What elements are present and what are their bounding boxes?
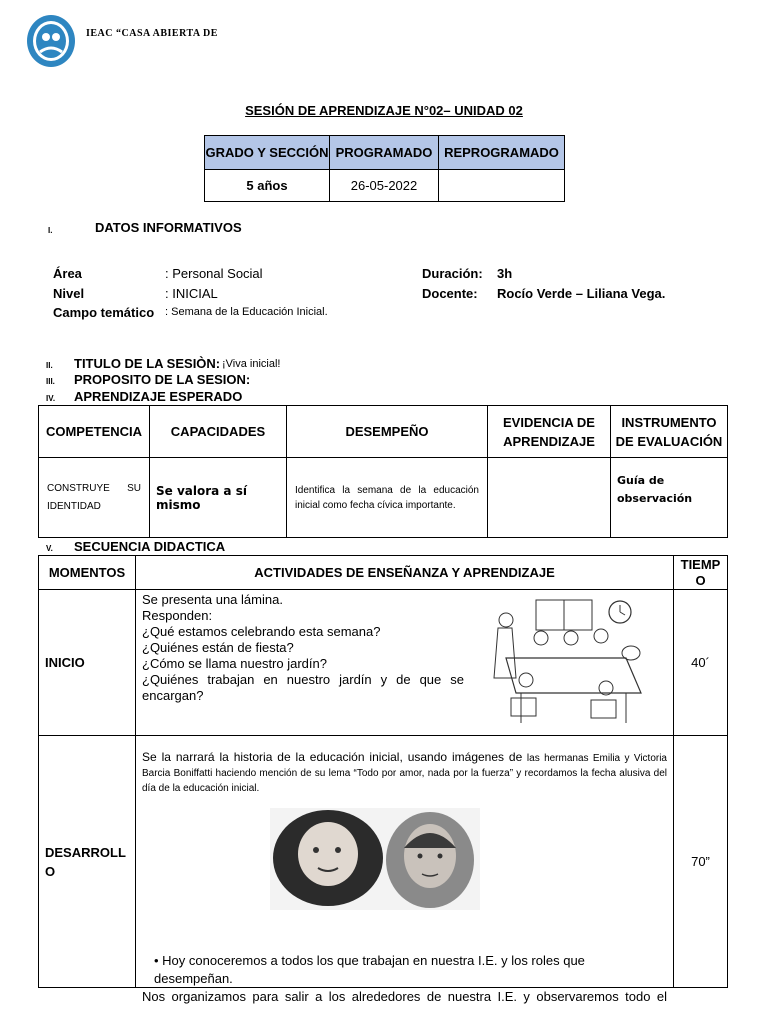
inicio-line: ¿Qué estamos celebrando esta semana? (142, 624, 381, 639)
section-number: III. (46, 377, 55, 386)
section-heading: DATOS INFORMATIVOS (95, 220, 242, 235)
schedule-header-programado: PROGRAMADO (330, 136, 439, 170)
section-heading: TITULO DE LA SESIÒN: (74, 356, 221, 371)
section-number: I. (48, 226, 53, 235)
desarrollo-intro-cont: las hermanas Emilia y Victoria Barcia Boniffatti haciendo mención de su lema “Todo por amor, nada por la fuerza” y recordamos la fecha alusiva del día de la educación inicial. (142, 753, 667, 794)
inicio-line: Responden: (142, 608, 213, 623)
instrumento-cell: Guía de observación (611, 458, 728, 538)
sequence-table (38, 555, 728, 1004)
duracion-label: Duración: (422, 266, 483, 281)
nivel-label: Nivel (53, 286, 85, 301)
learning-header: COMPETENCIA (39, 406, 150, 458)
classroom-illustration-icon (476, 598, 646, 738)
inicio-line: ¿Quiénes trabajan en nuestro jardín y de que se encargan? (142, 672, 464, 703)
time-inicio: 40´ (674, 590, 728, 736)
campo-label: Campo temático (53, 305, 155, 320)
page-title: SESIÓN DE APRENDIZAJE N°02– UNIDAD 02 (245, 103, 523, 118)
docente-value: Rocío Verde – Liliana Vega. (497, 286, 666, 301)
bullet-icon: • (154, 953, 163, 968)
docente-label: Docente: (422, 286, 478, 301)
duracion-value: 3h (497, 266, 513, 281)
section-number: V. (46, 544, 53, 553)
learning-table (38, 405, 728, 538)
desarrollo-activities (136, 736, 674, 1004)
school-name: IEAC “CASA ABIERTA DE (86, 28, 218, 39)
capacidades-cell: Se valora a sí mismo (150, 458, 287, 538)
schedule-programado: 26-05-2022 (330, 170, 439, 202)
sequence-header: TIEMPO (674, 556, 728, 590)
moment-inicio: INICIO (39, 590, 136, 736)
sequence-header: ACTIVIDADES DE ENSEÑANZA Y APRENDIZAJE (136, 556, 674, 590)
time-desarrollo: 70” (674, 736, 728, 988)
schedule-reprogramado (439, 170, 565, 202)
schedule-header-grado: GRADO Y SECCIÓN (205, 136, 330, 170)
section-heading: SECUENCIA DIDACTICA (74, 539, 226, 554)
nivel-value: : INICIAL (165, 286, 218, 301)
section-heading: APRENDIZAJE ESPERADO (74, 389, 243, 404)
inicio-line: ¿Cómo se llama nuestro jardín? (142, 656, 327, 671)
area-label: Área (53, 266, 82, 281)
area-value: : Personal Social (165, 266, 263, 281)
barcia-sisters-photo-icon (270, 808, 480, 915)
desempeno-cell: Identifica la semana de la educación inicial como fecha cívica importante. (287, 458, 488, 538)
school-seal-icon (26, 14, 76, 68)
campo-value: : Semana de la Educación Inicial. (165, 306, 328, 318)
bullet-item (142, 952, 667, 988)
section-heading: PROPOSITO DE LA SESION: (74, 372, 251, 387)
desarrollo-cont: Nos organizamos para salir a los alrededores de nuestra I.E. y observaremos todo el (142, 989, 667, 1004)
learning-header: DESEMPEÑO (287, 406, 488, 458)
learning-header: CAPACIDADES (150, 406, 287, 458)
evidencia-cell (488, 458, 611, 538)
section-number: II. (46, 361, 53, 370)
moment-desarrollo: DESARROLLO (39, 736, 136, 988)
sequence-header: MOMENTOS (39, 556, 136, 590)
learning-header: INSTRUMENTO DE EVALUACIÓN (611, 406, 728, 458)
schedule-grado: 5 años (205, 170, 330, 202)
inicio-activities (136, 590, 674, 736)
section-number: IV. (46, 394, 56, 403)
inicio-line: Se presenta una lámina. (142, 592, 283, 607)
session-title-value: ¡Viva inicial! (222, 358, 281, 370)
desarrollo-bullet: Hoy conoceremos a todos los que trabajan en nuestra I.E. y los roles que desempeñan. (154, 953, 585, 986)
desarrollo-intro: Se la narrará la historia de la educación inicial, usando imágenes de (142, 750, 523, 764)
schedule-table (204, 135, 565, 202)
schedule-header-reprogramado: REPROGRAMADO (439, 136, 565, 170)
competencia-cell: CONSTRUYE SU IDENTIDAD (39, 458, 150, 538)
learning-header: EVIDENCIA DE APRENDIZAJE (488, 406, 611, 458)
inicio-line: ¿Quiénes están de fiesta? (142, 640, 294, 655)
